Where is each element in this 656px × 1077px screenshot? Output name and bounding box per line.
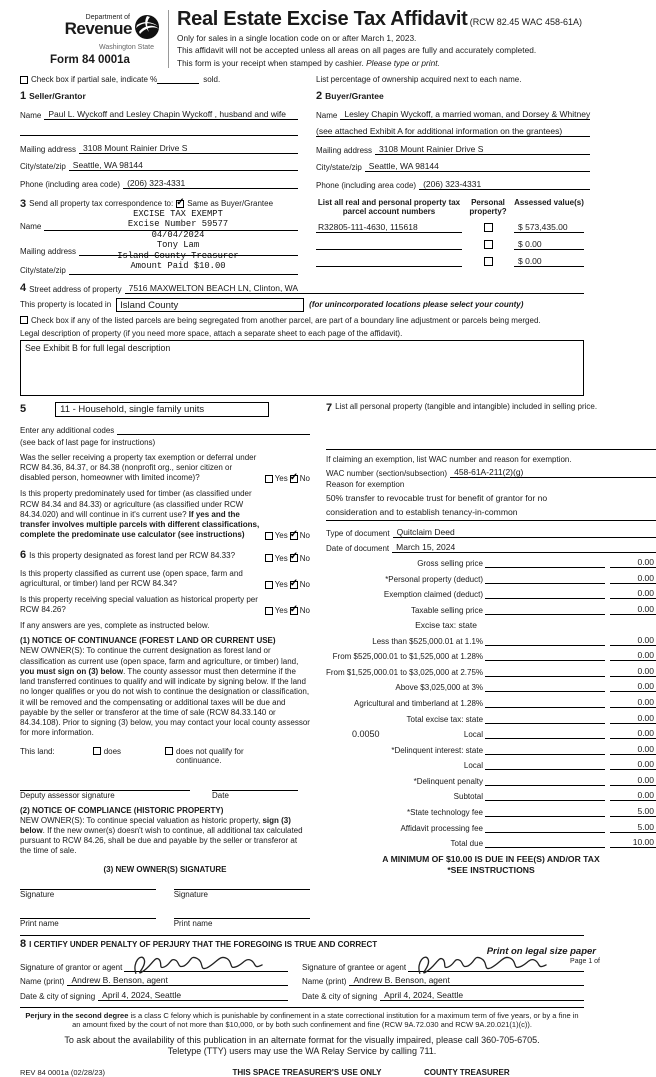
parties-section bbox=[20, 84, 591, 190]
buyer-name-line2-field[interactable]: (see attached Exhibit A for additional information on the grantees) bbox=[316, 126, 590, 137]
seller-mailing-field[interactable]: 3108 Mount Rainier Drive S bbox=[79, 143, 298, 154]
personal-property-checkbox[interactable] bbox=[484, 223, 493, 232]
page-number: Page 1 of bbox=[570, 958, 600, 965]
new-owners-signature-title: (3) NEW OWNER(S) SIGNATURE bbox=[103, 864, 227, 874]
land-use-code-select[interactable]: 11 - Household, single family units bbox=[55, 402, 269, 417]
doc-type-field[interactable]: Quitclaim Deed bbox=[393, 527, 656, 538]
doc-type-label: Type of document bbox=[326, 528, 390, 538]
seller-city-label: City/state/zip bbox=[20, 162, 66, 172]
tax-row-value[interactable]: 10.00 bbox=[610, 837, 656, 848]
treasurer-use-label: THIS SPACE TREASURER'S USE ONLY bbox=[232, 1067, 382, 1077]
main-columns bbox=[20, 401, 655, 928]
alternate-format-note: To ask about the availability of this publication in an alternate format for the visually impaired, please call 360-705-6705. Teletype (TTY) users may use the WA Relay Service by calling 711. bbox=[64, 1035, 540, 1057]
print-name-label: Print name bbox=[173, 918, 213, 928]
seller-heading: Seller/Grantor bbox=[29, 91, 86, 102]
exemption-deferral-question: Was the seller receiving a property tax exemption or deferral under RCW 84.36, 84.37, or 84.38 (nonprofit org., senior citizen or disabled person, homeowner with limited income)? bbox=[20, 452, 257, 483]
tax-row-value[interactable]: 0.00 bbox=[610, 650, 656, 661]
correspondence-mailing-label: Mailing address bbox=[20, 246, 77, 256]
exemption-claim-note: If claiming an exemption, list WAC number and reason for exemption. bbox=[326, 454, 572, 464]
land-does-not-checkbox[interactable] bbox=[165, 747, 173, 755]
segregated-checkbox[interactable] bbox=[20, 316, 28, 324]
same-as-buyer-label: Same as Buyer/Grantee bbox=[187, 199, 274, 209]
buyer-mailing-field[interactable]: 3108 Mount Rainier Drive S bbox=[375, 144, 590, 155]
additional-codes-field[interactable] bbox=[117, 434, 310, 435]
deputy-date-field[interactable] bbox=[212, 779, 298, 791]
does-not-label: does not qualify for continuance. bbox=[176, 746, 244, 765]
seller-name-field[interactable]: Paul L. Wyckoff and Lesley Chapin Wyckoff , husband and wife bbox=[44, 109, 298, 120]
grantee-name-print-field[interactable]: Andrew B. Benson, agent bbox=[349, 975, 584, 986]
seller-phone-label: Phone (including area code) bbox=[20, 179, 121, 189]
agency-logo-block bbox=[20, 8, 160, 66]
parcel-number-field[interactable] bbox=[316, 266, 462, 267]
partial-sale-row bbox=[20, 75, 584, 84]
wac-number-label: WAC number (section/subsection) bbox=[326, 468, 448, 478]
buyer-phone-field[interactable]: (206) 323-4331 bbox=[419, 179, 590, 190]
tax-row-value[interactable]: 0.00 bbox=[610, 759, 656, 770]
tax-row-value[interactable]: 0.00 bbox=[610, 744, 656, 755]
seller-grantor-block bbox=[20, 84, 298, 190]
section-8-number: 8 bbox=[20, 937, 27, 950]
parcel-number-field[interactable] bbox=[316, 249, 462, 250]
form-header bbox=[20, 8, 584, 68]
tax-row-value[interactable]: 0.00 bbox=[610, 588, 656, 599]
timber-agriculture-question: Is this property predominately used for timber (as classified under RCW 84.34 and 84.33) or agriculture (as classified under RCW 84.34.020) and will continue in it's current use? If yes and the transfer involves multiple parcels with different classifications, complete the predominate use calculator (see instructions) bbox=[20, 489, 260, 540]
signature-label: Signature bbox=[173, 889, 208, 899]
tax-row-value[interactable]: 0.00 bbox=[610, 557, 656, 568]
tax-row-label: Local bbox=[463, 761, 484, 771]
partial-sale-sold-label: sold. bbox=[203, 75, 221, 85]
tax-row-value[interactable]: 0.00 bbox=[610, 604, 656, 615]
print-instruction bbox=[486, 946, 600, 965]
buyer-city-label: City/state/zip bbox=[316, 163, 362, 173]
county-note: (for unincorporated locations please select your county) bbox=[309, 300, 524, 310]
new-owner-printname-field-2[interactable] bbox=[174, 907, 310, 919]
section-2-number: 2 bbox=[316, 90, 323, 103]
tax-row-label: From $1,525,000.01 to $3,025,000 at 2.75% bbox=[326, 667, 484, 677]
tax-row-label: Agricultural and timberland at 1.28% bbox=[354, 698, 484, 708]
revenue-logo-icon bbox=[132, 14, 160, 42]
tax-row-value[interactable]: 0.00 bbox=[610, 573, 656, 584]
grantor-signature-field[interactable] bbox=[124, 956, 288, 972]
tax-row-label: Affidavit processing fee bbox=[400, 823, 484, 833]
deputy-assessor-row bbox=[20, 779, 310, 800]
tax-row bbox=[326, 837, 656, 848]
correspondence-city-label: City/state/zip bbox=[20, 265, 66, 275]
tax-row bbox=[326, 650, 656, 661]
tax-row bbox=[326, 806, 656, 817]
tax-row-value[interactable]: 0.00 bbox=[610, 775, 656, 786]
this-land-label: This land: bbox=[20, 746, 55, 756]
buyer-name-field[interactable]: Lesley Chapin Wyckoff, a married woman, and Dorsey & Whitney bbox=[340, 109, 590, 120]
codes-note: (see back of last page for instructions) bbox=[20, 437, 156, 447]
yes-label: Yes bbox=[274, 531, 288, 541]
additional-codes-label: Enter any additional codes bbox=[20, 425, 115, 435]
seller-phone-field[interactable]: (206) 323-4331 bbox=[123, 178, 298, 189]
tax-row-label: Taxable selling price bbox=[410, 605, 484, 615]
tax-row-label: Above $3,025,000 at 3% bbox=[395, 683, 484, 693]
section-3-number: 3 bbox=[20, 197, 27, 210]
tax-row bbox=[326, 604, 656, 615]
personal-property-checkbox[interactable] bbox=[484, 257, 493, 266]
q5-no-checkbox[interactable] bbox=[290, 607, 298, 615]
no-label: No bbox=[299, 531, 310, 541]
tax-row-value[interactable]: 0.00 bbox=[610, 790, 656, 801]
tax-row-label: Exemption claimed (deduct) bbox=[383, 590, 484, 600]
revenue-wordmark: Revenue bbox=[64, 19, 132, 38]
doc-date-field[interactable]: March 15, 2024 bbox=[392, 542, 656, 553]
buyer-city-field[interactable]: Seattle, WA 98144 bbox=[365, 161, 590, 172]
answers-yes-note: If any answers are yes, complete as instructed below. bbox=[20, 621, 210, 631]
yes-label: Yes bbox=[274, 474, 288, 484]
no-label: No bbox=[299, 606, 310, 616]
does-label: does bbox=[103, 746, 122, 756]
reason-line-1: 50% transfer to revocable trust for benefit of grantor for no bbox=[326, 492, 548, 503]
assessed-value-header: Assessed value(s) bbox=[514, 197, 584, 207]
buyer-mailing-label: Mailing address bbox=[316, 145, 373, 155]
tax-row-label: *Delinquent interest: state bbox=[391, 745, 484, 755]
deputy-date-label: Date bbox=[212, 790, 229, 800]
reason-line-2: consideration and to establish tenancy-in-common bbox=[326, 507, 656, 521]
yes-label: Yes bbox=[274, 580, 288, 589]
forest-land-question: 6 Is this property designated as forest land per RCW 84.33? bbox=[20, 549, 236, 562]
reason-exemption-label: Reason for exemption bbox=[326, 479, 405, 489]
form-number: Form 84 0001a bbox=[50, 54, 130, 66]
tax-row bbox=[326, 759, 656, 770]
tax-row-label: *Delinquent penalty bbox=[413, 776, 484, 786]
seller-city-field[interactable]: Seattle, WA 98144 bbox=[69, 160, 298, 171]
legal-size-note: Print on legal size paper bbox=[486, 946, 596, 957]
new-owner-signature-field-2[interactable] bbox=[174, 878, 310, 890]
grantor-date-city-label: Date & city of signing bbox=[20, 991, 96, 1001]
q5-yes-checkbox[interactable] bbox=[265, 607, 273, 615]
tax-row bbox=[326, 744, 656, 755]
tax-row-label: Total due bbox=[450, 839, 484, 849]
tax-row-value[interactable]: 0.00 bbox=[610, 635, 656, 646]
new-owner-signature-row bbox=[20, 878, 310, 899]
parcel-number-field[interactable]: R32805-111-4630, 115618 bbox=[316, 222, 462, 233]
tax-row-local bbox=[326, 728, 656, 739]
land-does-checkbox[interactable] bbox=[93, 747, 101, 755]
tax-row-value[interactable]: 5.00 bbox=[610, 822, 656, 833]
grantor-signature-block bbox=[20, 950, 302, 1001]
assessed-value-field[interactable]: $ 0.00 bbox=[514, 239, 584, 250]
excise-tax-state-header: Excise tax: state bbox=[415, 619, 477, 630]
dept-of-label: Department of bbox=[85, 14, 130, 21]
q3-yes-checkbox[interactable] bbox=[265, 554, 273, 562]
tax-row bbox=[326, 557, 656, 568]
seller-name-label: Name bbox=[20, 110, 42, 120]
partial-sale-label: Check box if partial sale, indicate % bbox=[31, 75, 158, 85]
personal-property-list-field[interactable] bbox=[326, 440, 656, 450]
section-4-number: 4 bbox=[20, 281, 27, 294]
buyer-phone-label: Phone (including area code) bbox=[316, 180, 417, 190]
parcel-table bbox=[316, 198, 584, 275]
section-7-number: 7 bbox=[326, 401, 333, 414]
tax-row-value[interactable]: 0.00 bbox=[610, 713, 656, 724]
ownership-note: List percentage of ownership acquired next to each name. bbox=[316, 75, 522, 85]
tax-row bbox=[326, 681, 656, 692]
signature-label: Signature bbox=[20, 889, 55, 899]
new-owner-printname-row bbox=[20, 907, 310, 928]
section-5-number: 5 bbox=[20, 403, 27, 416]
deputy-assessor-label: Deputy assessor signature bbox=[20, 790, 115, 800]
grantor-name-print-label: Name (print) bbox=[20, 976, 65, 986]
q1-no-checkbox[interactable] bbox=[290, 475, 298, 483]
q2-no-checkbox[interactable] bbox=[290, 532, 298, 540]
seller-mailing-label: Mailing address bbox=[20, 144, 77, 154]
county-select[interactable]: Island County bbox=[116, 298, 304, 312]
segregated-label: Check box if any of the listed parcels are being segregated from another parcel, are part of a boundary line adjustment or parcels being merged. bbox=[31, 315, 541, 325]
no-label: No bbox=[299, 474, 310, 484]
left-column bbox=[20, 402, 310, 928]
parcel-row bbox=[316, 222, 584, 233]
yes-label: Yes bbox=[274, 606, 288, 616]
tax-row bbox=[326, 697, 656, 708]
personal-property-checkbox[interactable] bbox=[484, 240, 493, 249]
tax-correspondence-block bbox=[20, 198, 298, 275]
minimum-due-note: A MINIMUM OF $10.00 IS DUE IN FEE(S) AND/OR TAX *SEE INSTRUCTIONS bbox=[382, 854, 600, 876]
tax-row-label: *Personal property (deduct) bbox=[385, 574, 484, 584]
certification-section bbox=[20, 935, 584, 1001]
tax-row-label: Gross selling price bbox=[417, 559, 484, 569]
header-note-1: Only for sales in a single location code on or after March 1, 2023. bbox=[177, 33, 417, 43]
local-rate-value[interactable]: 0.0050 bbox=[352, 729, 380, 740]
perjury-note: Perjury in the second degree is a class C felony which is punishable by confinement in a state correctional institution for a maximum term of five years, or by a fine in an amount fixed by the court of not more than $10,000, or by both such confinement and fine (RCW 9A.72.030 and RCW 9A.20.021(1)(c)). bbox=[20, 1007, 584, 1031]
correspondence-section bbox=[20, 198, 584, 275]
parcel-numbers-header: List all real and personal property tax parcel account numbers bbox=[317, 197, 461, 216]
deputy-assessor-signature-field[interactable] bbox=[20, 779, 190, 791]
buyer-heading: Buyer/Grantee bbox=[325, 91, 384, 102]
q1-yes-checkbox[interactable] bbox=[265, 475, 273, 483]
header-note-3: This form is your receipt when stamped by cashier. Please type or print. bbox=[177, 57, 440, 68]
assessed-value-field[interactable]: $ 0.00 bbox=[514, 256, 584, 267]
tax-row bbox=[326, 666, 656, 677]
grantee-name-print-label: Name (print) bbox=[302, 976, 347, 986]
q2-yes-checkbox[interactable] bbox=[265, 532, 273, 540]
tax-row-value[interactable]: 0.00 bbox=[610, 697, 656, 708]
washington-state-label: Washington State bbox=[99, 44, 154, 51]
tax-row bbox=[326, 573, 656, 584]
tax-row-label: Local bbox=[463, 730, 484, 740]
notice-compliance-body: NEW OWNER(S): To continue special valuation as historic property, sign (3) below. If the new owner(s) doesn't wish to continue, all additional tax calculated pursuant to RCW 84.26, shall be due and payable by the seller or transferor at the time of sale. bbox=[20, 815, 303, 856]
buyer-grantee-block bbox=[316, 84, 590, 190]
land-qualify-row bbox=[20, 747, 310, 765]
current-use-question: Is this property classified as current use (open space, farm and agricultural, or timber) land per RCW 84.34? bbox=[20, 568, 243, 588]
grantor-sig-label: Signature of grantor or agent bbox=[20, 962, 123, 972]
tax-row bbox=[326, 713, 656, 724]
buyer-name-label: Name bbox=[316, 110, 338, 120]
parcel-row bbox=[316, 256, 584, 267]
notice-compliance-title: (2) NOTICE OF COMPLIANCE (HISTORIC PROPERTY) bbox=[20, 805, 224, 815]
tax-row-value[interactable]: 0.00 bbox=[610, 666, 656, 677]
personal-property-header: Personal property? bbox=[469, 197, 507, 216]
property-section bbox=[20, 282, 584, 396]
grantee-date-city-field[interactable]: April 4, 2024, Seattle bbox=[380, 990, 584, 1001]
county-treasurer-label: COUNTY TREASURER bbox=[424, 1067, 510, 1077]
grantor-name-print-field[interactable]: Andrew B. Benson, agent bbox=[67, 975, 288, 986]
grantee-sig-label: Signature of grantee or agent bbox=[302, 962, 407, 972]
grantor-date-city-field[interactable]: April 4, 2024, Seattle bbox=[98, 990, 288, 1001]
footer-row bbox=[20, 1068, 584, 1077]
tax-row bbox=[326, 790, 656, 801]
tax-row-label: Subtotal bbox=[453, 792, 484, 802]
tax-row-value[interactable]: 0.00 bbox=[610, 681, 656, 692]
treasurer-stamp: EXCISE TAX EXEMPT Excise Number 59577 04/04/2024 Tony Lam Island County Treasurer Amount Paid $10.00 bbox=[117, 208, 239, 272]
tax-row bbox=[326, 822, 656, 833]
no-label: No bbox=[299, 553, 310, 563]
grantee-date-city-label: Date & city of signing bbox=[302, 991, 378, 1001]
header-divider bbox=[168, 10, 169, 68]
q4-yes-checkbox[interactable] bbox=[265, 581, 273, 589]
tax-row-value[interactable]: 5.00 bbox=[610, 806, 656, 817]
personal-property-heading: List all personal property (tangible and intangible) included in selling price. bbox=[335, 401, 598, 411]
yes-label: Yes bbox=[274, 553, 288, 563]
historical-property-question: Is this property receiving special valuation as historical property per RCW 84.26? bbox=[20, 595, 258, 615]
partial-sale-checkbox[interactable] bbox=[20, 76, 28, 84]
right-column bbox=[326, 402, 656, 928]
tax-row-label: *State technology fee bbox=[406, 808, 484, 818]
header-note-2: This affidavit will not be accepted unless all areas on all pages are fully and accurately completed. bbox=[177, 45, 537, 56]
notice-continuance-body: NEW OWNER(S): To continue the current designation as forest land or classification as current use (open space, farm and agriculture, or timber) land, you must sign on (3) below. The county assessor must then determine if the land transferred continues to qualify and will indicate by signing below. If the land no longer qualifies or you do not wish to continue the designation or classification, it will be removed and the compensating or additional taxes will be due and payable by the seller or transferor at the time of sale (RCW 84.33.140 or 84.34.108). Prior to signing (3) below, you may contact your local county assessor for more information. bbox=[20, 646, 310, 738]
tax-row-label: From $525,000.01 to $1,525,000 at 1.28% bbox=[332, 652, 484, 662]
section-1-number: 1 bbox=[20, 90, 27, 103]
q4-no-checkbox[interactable] bbox=[290, 581, 298, 589]
parcel-row bbox=[316, 239, 584, 250]
rev-form-id: REV 84 0001a (02/28/23) bbox=[20, 1067, 106, 1077]
legal-description-label: Legal description of property (if you need more space, attach a separate sheet to each page of the affidavit). bbox=[20, 328, 403, 338]
correspondence-city-field[interactable] bbox=[69, 274, 298, 275]
street-address-label: Street address of property bbox=[29, 284, 122, 294]
tax-row-label: Total excise tax: state bbox=[406, 714, 484, 724]
no-label: No bbox=[299, 580, 310, 589]
located-in-label: This property is located in bbox=[20, 300, 112, 310]
q3-no-checkbox[interactable] bbox=[290, 554, 298, 562]
new-owner-printname-field-1[interactable] bbox=[20, 907, 156, 919]
new-owner-signature-field-1[interactable] bbox=[20, 878, 156, 890]
doc-date-label: Date of document bbox=[326, 543, 390, 553]
tax-row bbox=[326, 588, 656, 599]
assessed-value-field[interactable]: $ 573,435.00 bbox=[514, 222, 584, 233]
legal-description-box[interactable]: See Exhibit B for full legal description bbox=[20, 340, 584, 396]
tax-row bbox=[326, 635, 656, 646]
seller-name-line2-field[interactable] bbox=[20, 126, 298, 136]
form-title: Real Estate Excise Tax Affidavit bbox=[177, 8, 468, 30]
tax-row-label: Less than $525,000.01 at 1.1% bbox=[372, 636, 484, 646]
certification-heading: I CERTIFY UNDER PENALTY OF PERJURY THAT THE FOREGOING IS TRUE AND CORRECT bbox=[29, 939, 378, 949]
grantor-signature-image bbox=[128, 951, 268, 977]
tax-row bbox=[326, 775, 656, 786]
send-correspondence-label: Send all property tax correspondence to: bbox=[29, 199, 174, 209]
street-address-field[interactable]: 7516 MAXWELTON BEACH LN, Clinton, WA bbox=[125, 283, 584, 294]
form-title-rcw: (RCW 82.45 WAC 458-61A) bbox=[469, 17, 582, 27]
same-as-buyer-checkbox[interactable] bbox=[176, 200, 184, 208]
wac-number-field[interactable]: 458-61A-211(2)(g) bbox=[450, 467, 656, 478]
tax-row-value[interactable]: 0.00 bbox=[610, 728, 656, 739]
correspondence-name-label: Name bbox=[20, 221, 42, 231]
print-name-label: Print name bbox=[20, 918, 59, 928]
notice-continuance-title: (1) NOTICE OF CONTINUANCE (FOREST LAND OR CURRENT USE) bbox=[20, 636, 276, 646]
